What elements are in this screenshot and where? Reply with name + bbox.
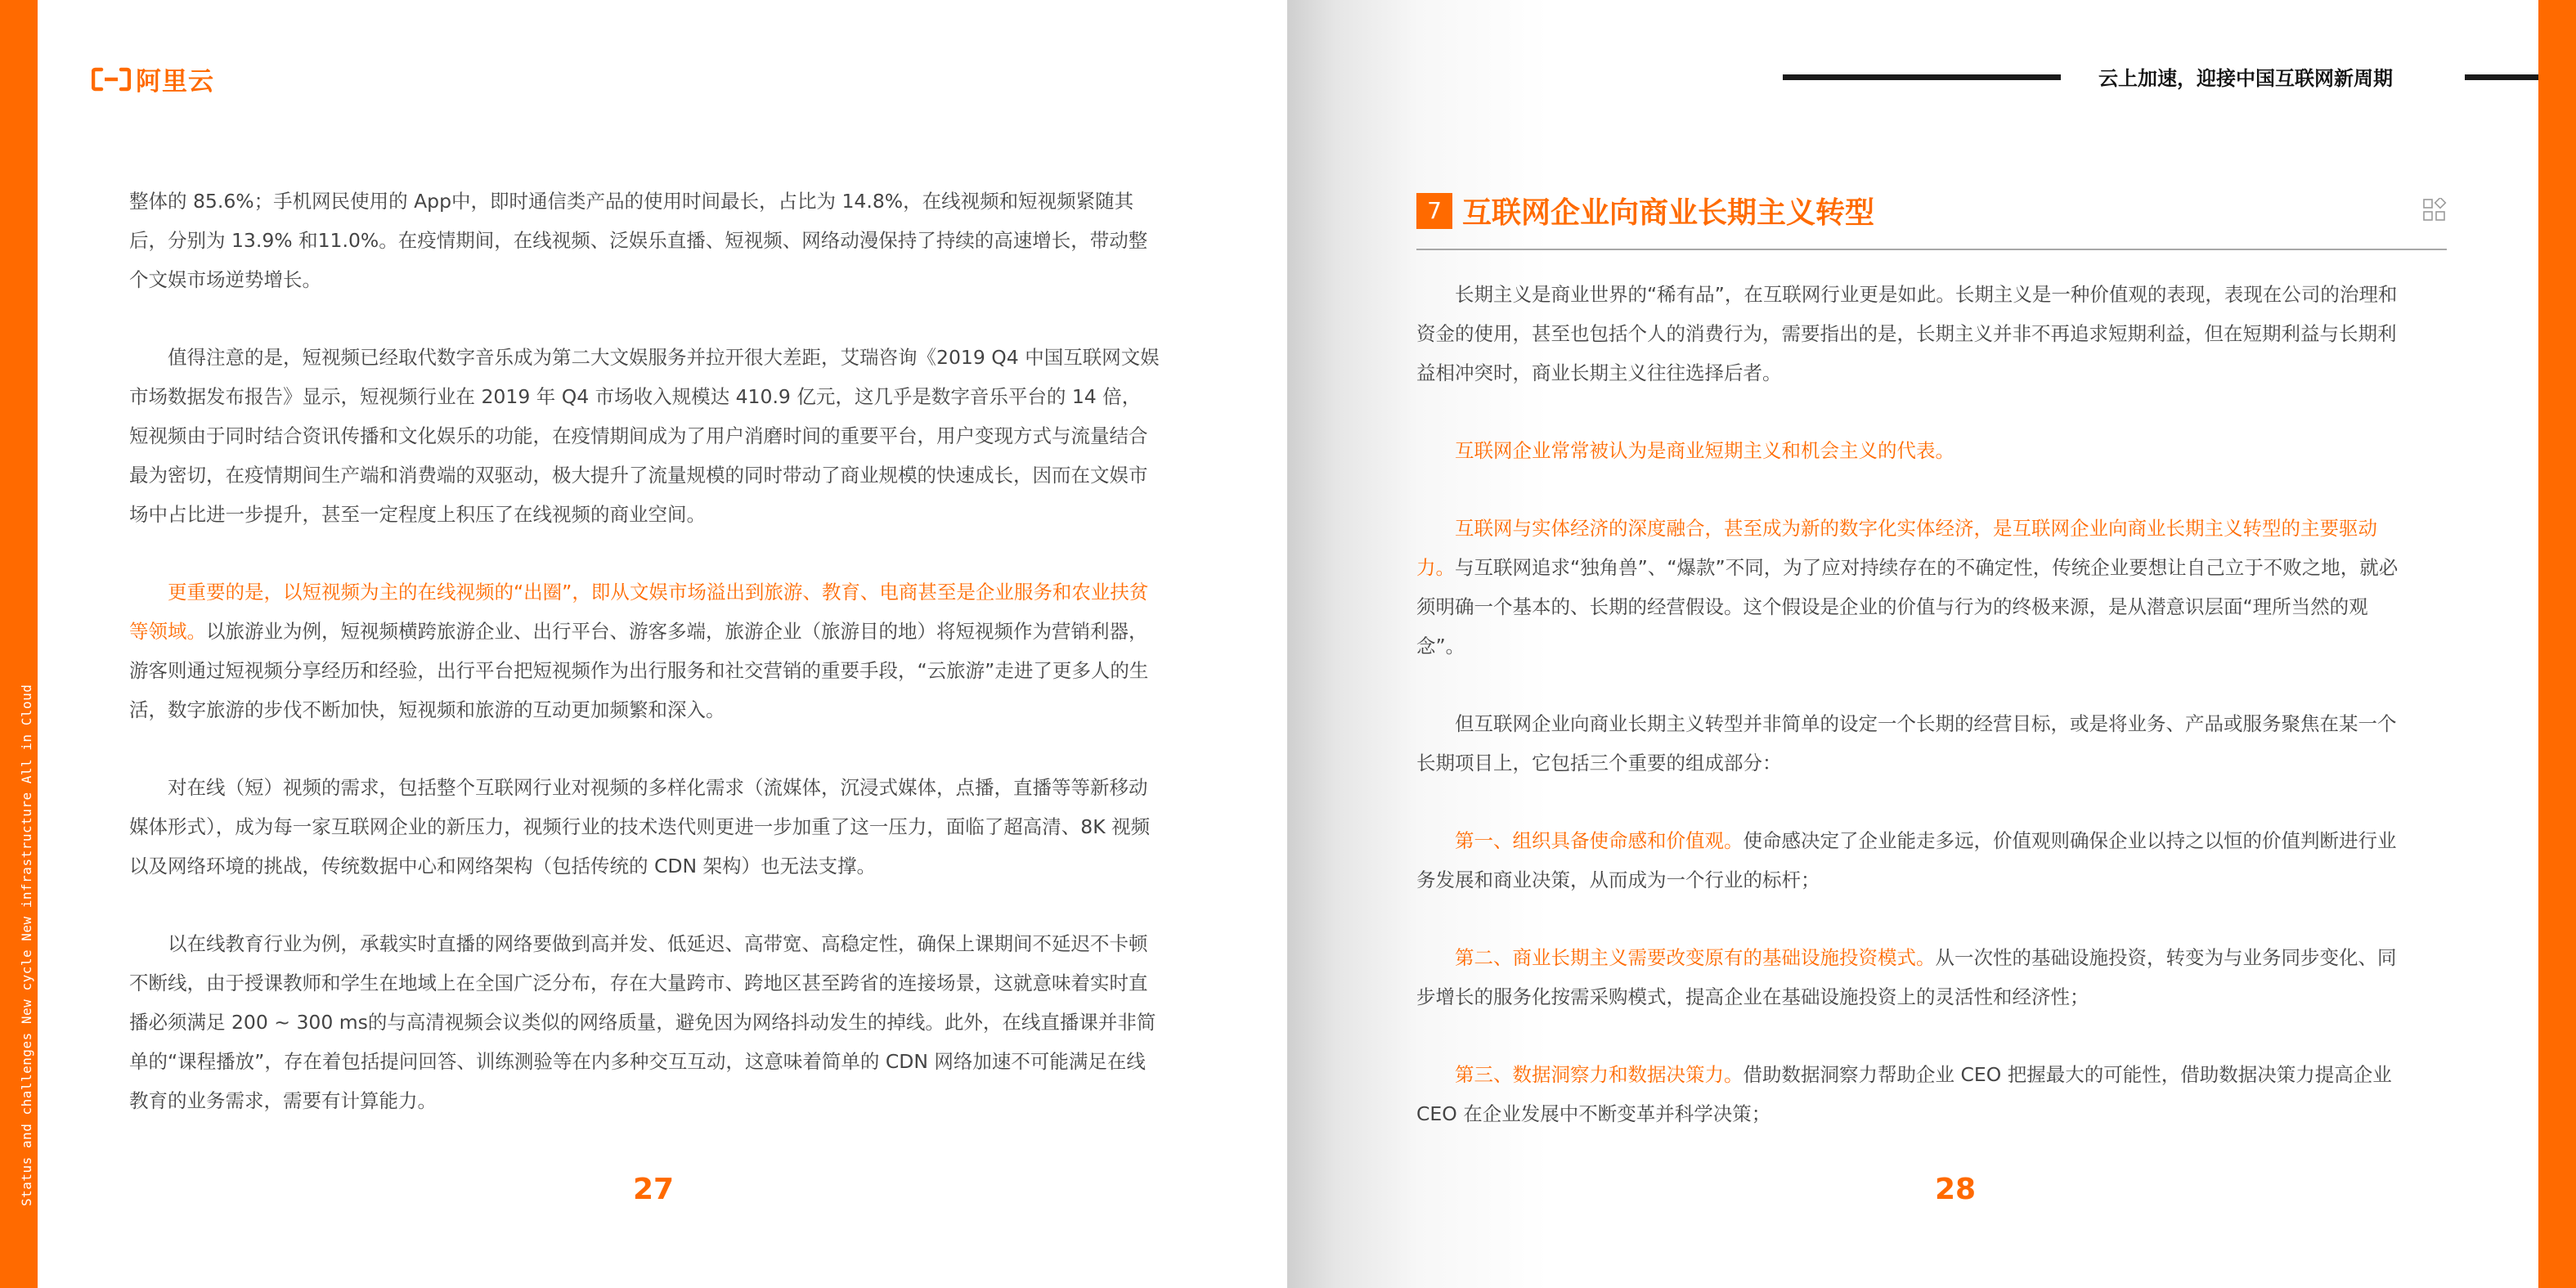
highlighted-text: 第二、商业长期主义需要改变原有的基础设施投资模式。: [1455, 946, 1936, 969]
grid-icon: [2422, 198, 2447, 222]
paragraph: [129, 338, 1160, 534]
highlighted-text: 更重要的是，以短视频为主的在线视频的“出圈”，即从文娱市场溢出到旅游、教育、电商甚至是企业服务和农业扶贫等领域。: [129, 581, 1149, 643]
paragraph-text: 以在线教育行业为例，承载实时直播的网络要做到高并发、低延迟、高带宽、高稳定性，确保上课期间不延迟不卡顿不断线，由于授课教师和学生在地域上在全国广泛分布，存在大量跨市、跨地区甚至跨省的连接场景，这就意味着实时直播必须满足 200 ~ 300 ms的与高清视频会议类似的网络质量，避免因为网络抖动发生的掉线。此外，在线直播课并非简单的“课程播放”，存在着包括提问回答、训练测验等在内多种交互互动，这意味着简单的 CDN 网络加速不可能满足在线教育的业务需求，需要有计算能力。: [129, 932, 1156, 1112]
paragraph: [1416, 704, 2402, 783]
header-title: 云上加速，迎接中国互联网新周期: [2098, 67, 2393, 90]
section-number-badge: 7: [1416, 193, 1452, 229]
vertical-side-text: Status and challenges New cycle New infrastructure All in Cloud: [19, 684, 34, 1206]
paragraph: [1416, 821, 2402, 900]
left-page-body: [129, 182, 1160, 1159]
header-rule-left: [1783, 74, 2061, 80]
paragraph-text: 长期主义是商业世界的“稀有品”，在互联网行业更是如此。长期主义是一种价值观的表现，表现在公司的治理和资金的使用，甚至也包括个人的消费行为，需要指出的是，长期主义并非不再追求短期利益，但在短期利益与长期利益相冲突时，商业长期主义往往选择后者。: [1416, 283, 2398, 384]
paragraph-text: 但互联网企业向商业长期主义转型并非简单的设定一个长期的经营目标，或是将业务、产品或服务聚焦在某一个长期项目上，它包括三个重要的组成部分：: [1416, 712, 2397, 774]
highlighted-text: 第一、组织具备使命感和价值观。: [1455, 829, 1744, 852]
highlighted-text: 第三、数据洞察力和数据决策力。: [1455, 1063, 1744, 1086]
paragraph: [1416, 509, 2402, 666]
paragraph-text: 对在线（短）视频的需求，包括整个互联网行业对视频的多样化需求（流媒体，沉浸式媒体，点播，直播等等新移动媒体形式），成为每一家互联网企业的新压力，视频行业的技术迭代则更进一步加重了这一压力，面临了超高清、8K 视频以及网络环境的挑战，传统数据中心和网络架构（包括传统的 CDN 架构）也无法支撑。: [129, 776, 1151, 877]
paragraph: [129, 768, 1160, 886]
paragraph: [1416, 431, 2402, 470]
highlighted-text: 互联网企业常常被认为是商业短期主义和机会主义的代表。: [1455, 439, 1954, 462]
paragraph: [129, 572, 1160, 729]
right-page-body: [1416, 275, 2402, 1172]
page-number-left: 27: [633, 1173, 675, 1206]
paragraph: [129, 182, 1160, 299]
logo-text: 阿里云: [136, 67, 214, 96]
paragraph-text: 与互联网追求“独角兽”、“爆款”不同，为了应对持续存在的不确定性，传统企业要想让自己立于不败之地，就必须明确一个基本的、长期的经营假设。这个假设是企业的价值与行为的终极来源，是从潜意识层面“理所当然的观念”。: [1416, 556, 2399, 657]
header-rule-right: [2465, 74, 2538, 80]
paragraph-text: 从一次性的基础设施投资，转变为与业务同步变化、同步增长的服务化按需采购模式，提高企业在基础设施投资上的灵活性和经济性；: [1416, 946, 2397, 1008]
paragraph-text: 以旅游业为例，短视频横跨旅游企业、出行平台、游客多端，旅游企业（旅游目的地）将短视频作为营销利器，游客则通过短视频分享经历和经验，出行平台把短视频作为出行服务和社交营销的重要手段，“云旅游”走进了更多人的生活，数字旅游的步伐不断加快，短视频和旅游的互动更加频繁和深入。: [129, 620, 1149, 721]
highlighted-text: 互联网与实体经济的深度融合，甚至成为新的数字化实体经济，是互联网企业向商业长期主义转型的主要驱动力。: [1416, 517, 2377, 579]
page-number-right: 28: [1935, 1173, 1977, 1206]
paragraph: [129, 924, 1160, 1120]
paragraph-text: 值得注意的是，短视频已经取代数字音乐成为第二大文娱服务并拉开很大差距，艾瑞咨询《2019 Q4 中国互联网文娱市场数据发布报告》显示，短视频行业在 2019 年 Q4 市场收入规模达 410.9 亿元，这几乎是数字音乐平台的 14 倍，短视频由于同时结合资讯传播和文化娱乐的功能，在疫情期间成为了用户消磨时间的重要平台，用户变现方式与流量结合最为密切，在疫情期间生产端和消费端的双驱动，极大提升了流量规模的同时带动了商业规模的快速成长，因而在文娱市场中占比进一步提升，甚至一定程度上积压了在线视频的商业空间。: [129, 346, 1160, 526]
aliyun-logo: [92, 61, 214, 97]
paragraph: [1416, 275, 2402, 393]
paragraph-text: 整体的 85.6%；手机网民使用的 App中，即时通信类产品的使用时间最长，占比为 14.8%，在线视频和短视频紧随其后，分别为 13.9% 和11.0%。在疫情期间，在线视频、泛娱乐直播、短视频、网络动漫保持了持续的高速增长，带动整个文娱市场逆势增长。: [129, 190, 1148, 291]
paragraph-text: 使命感决定了企业能走多远，价值观则确保企业以持之以恒的价值判断进行业务发展和商业决策，从而成为一个行业的标杆；: [1416, 829, 2397, 891]
right-orange-edge: [2538, 0, 2576, 1288]
paragraph: [1416, 1055, 2402, 1133]
aliyun-bracket-logo-icon: [92, 67, 131, 92]
paragraph: [1416, 938, 2402, 1016]
section-title: 互联网企业向商业长期主义转型: [1462, 196, 1875, 230]
section-heading: [1416, 190, 1874, 231]
heading-underline: [1416, 249, 2447, 250]
paragraph-text: 借助数据洞察力帮助企业 CEO 把握最大的可能性，借助数据决策力提高企业 CEO 在企业发展中不断变革并科学决策；: [1416, 1063, 2392, 1125]
